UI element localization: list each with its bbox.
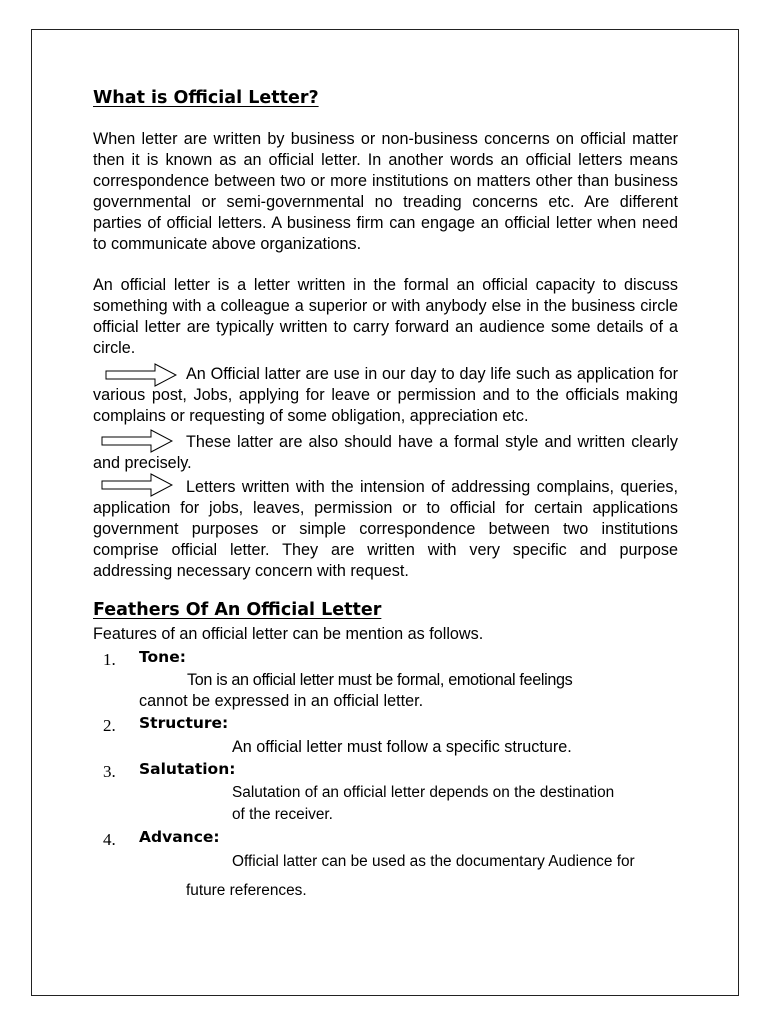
list-item-text: Salutation of an official letter depends on the destination [232,784,615,801]
list-item-number: 4. [103,830,116,849]
list-item-text: cannot be expressed in an official letter. [139,692,424,710]
paragraph-official-capacity: An official letter is a letter written in the formal an official capacity to discuss something with a colleague a superior or with anybody else in the business circle official letter are typically written to carry forward an audience some details of a circle. [93,276,678,357]
list-item-number: 1. [103,650,116,669]
list-item-text: Official latter can be used as the documentary Audience for [232,853,635,870]
bullet-paragraph-purpose: Letters written with the intension of addressing complains, queries, application for jobs, leaves, permission or to official for certain applications government purposes or simple correspondence between two institutions comprise official letter. They are written with very specific and purpose addressing necessary concern with request. [93,478,678,580]
list-item-label-salutation: Salutation: [139,760,236,778]
bullet-paragraph-usage: An Official latter are use in our day to day life such as application for various post, Jobs, applying for leave or permission and to the officials making complains or requesting of some obligation, appreciation etc. [93,365,678,425]
bullet-paragraph-style: These latter are also should have a formal style and written clearly and precisely. [93,433,678,472]
features-intro: Features of an official letter can be mention as follows. [93,625,484,643]
list-item-number: 3. [103,762,116,781]
list-item-number: 2. [103,716,116,735]
list-item-text: future references. [186,882,307,899]
section-heading-what-is-official-letter: What is Official Letter? [93,88,319,108]
paragraph-definition: When letter are written by business or non-business concerns on official matter then it is known as an official letter. In another words an official letters means correspondence between two or more institutions on matters other than business governmental or semi-governmental no treading concerns etc. Are different parties of official letters. A business firm can engage an official letter when need to communicate above organizations. [93,130,678,253]
list-item-text: Ton is an official letter must be formal, emotional feelings [187,671,573,689]
list-item-label-tone: Tone: [139,648,186,666]
list-item-text: An official letter must follow a specific structure. [232,738,572,756]
section-heading-features: Feathers Of An Official Letter [93,600,382,620]
list-item-text: of the receiver. [232,806,333,823]
list-item-label-structure: Structure: [139,714,229,732]
list-item-label-advance: Advance: [139,828,220,846]
